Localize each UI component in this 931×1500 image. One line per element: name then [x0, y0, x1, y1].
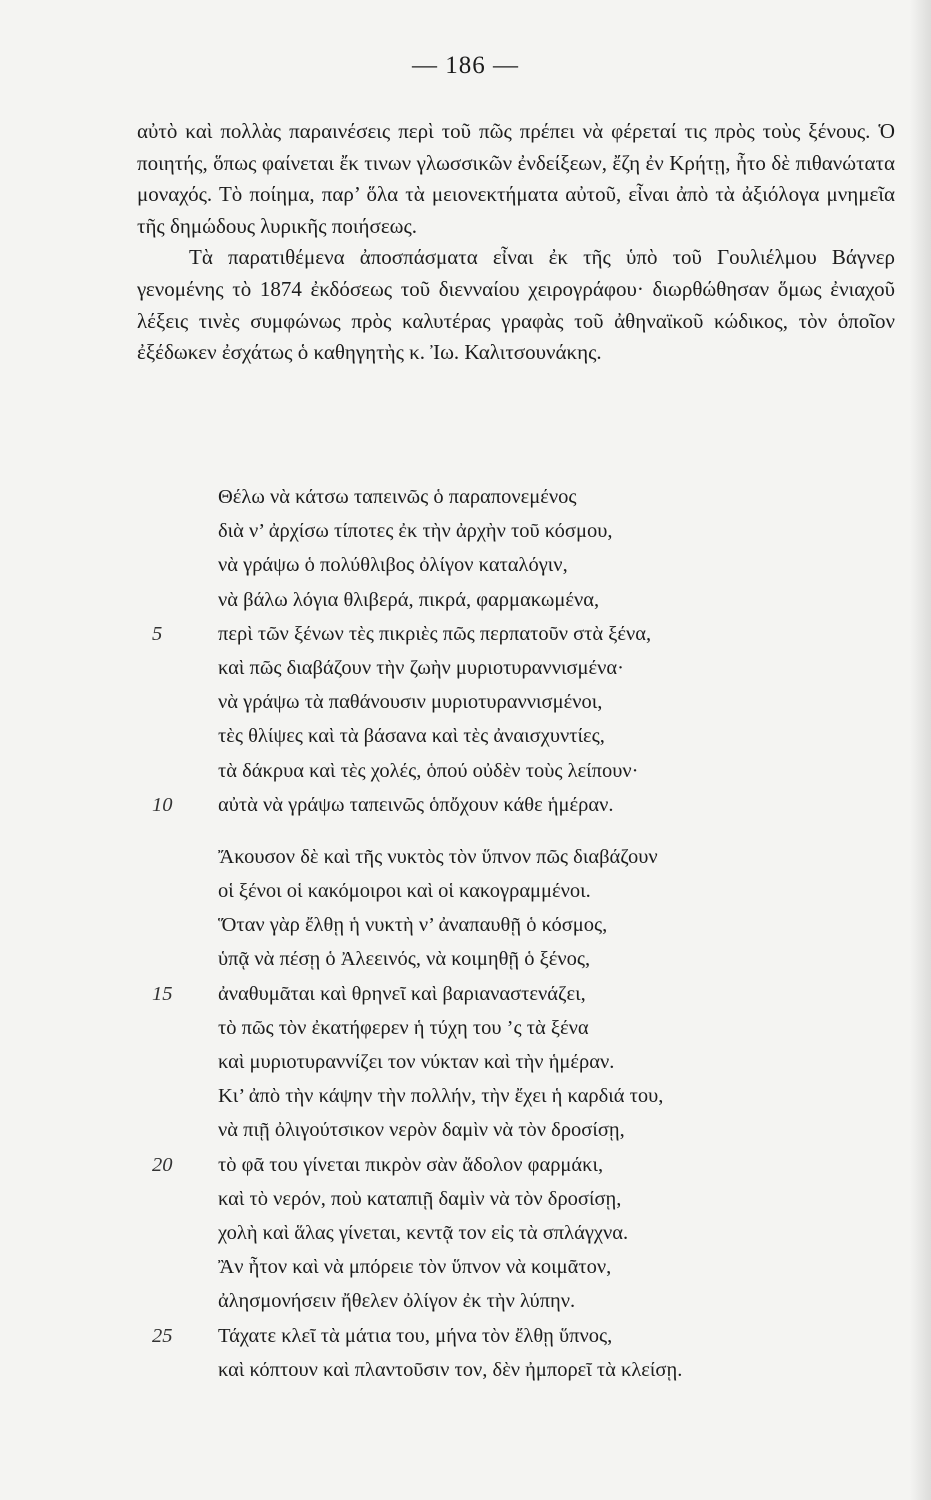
verse-text: τὸ φᾶ του γίνεται πικρὸν σὰν ἄδολον φαρμάκι,: [218, 1153, 604, 1176]
verse-text: καὶ κόπτουν καὶ πλαντοῦσιν τον, δὲν ἠμπορεῖ τὰ κλείσῃ.: [218, 1358, 683, 1381]
verse-line: [140, 977, 900, 1011]
verse-line: [140, 480, 900, 514]
verse-line: [140, 1079, 900, 1113]
verse-text: καὶ τὸ νερόν, ποὺ καταπιῇ δαμὶν νὰ τὸν δροσίσῃ,: [218, 1187, 622, 1210]
verse-text: οἱ ξένοι οἱ κακόμοιροι καὶ οἱ κακογραμμένοι.: [218, 880, 591, 903]
verse-text: τὸ πῶς τὸν ἐκατήφερεν ἡ τύχη του ’ς τὰ ξένα: [218, 1016, 589, 1039]
verse-text: νὰ πιῇ ὀλιγούτσικον νερὸν δαμὶν νὰ τὸν δροσίσῃ,: [218, 1119, 625, 1142]
poem: [140, 480, 900, 1387]
verse-text: τὰ δάκρυα καὶ τὲς χολές, ὁπού οὐδὲν τοὺς λείπουν·: [218, 759, 639, 782]
verse-text: Θέλω νὰ κάτσω ταπεινῶς ὁ παραπονεμένος: [218, 486, 577, 508]
verse-line: [140, 1045, 900, 1079]
stanza: [140, 840, 900, 1387]
prose-paragraph: αὐτὸ καὶ πολλὰς παραινέσεις περὶ τοῦ πῶς πρέπει νὰ φέρεταί τις πρὸς τοὺς ξένους. Ὁ ποιητής, ὅπως φαίνεται ἔκ τινων γλωσσικῶν ἐνδείξεων, ἔζη ἐν Κρήτῃ, ἦτο δὲ πιθανώτατα μοναχός. Τὸ ποίημα, παρ’ ὅλα τὰ μειονεκτήματα αὐτοῦ, εἶναι ἀπὸ τὰ ἀξιόλογα μνημεῖα τῆς δημώδους λυρικῆς ποιήσεως.: [137, 119, 895, 238]
verse-text: νὰ γράψω τὰ παθάνουσιν μυριοτυραννισμένοι,: [218, 691, 603, 714]
verse-text: καὶ μυριοτυραννίζει τον νύκταν καὶ τὴν ἡμέραν.: [218, 1051, 615, 1073]
verse-line: [140, 942, 900, 976]
line-number: 20: [152, 1153, 173, 1176]
verse-line: [140, 548, 900, 582]
verse-line: [140, 754, 900, 788]
verse-line: [140, 685, 900, 719]
prose-paragraph: Τὰ παρατιθέμενα ἀποσπάσματα εἶναι ἐκ τῆς ὑπὸ τοῦ Γουλιέλμου Βάγνερ γενομένης τὸ 1874 ἐκδόσεως τοῦ διενναίου χειρογράφου· διωρθώθησαν ὅμως ἐνιαχοῦ λέξεις τινὲς συμφώνως πρὸς καλυτέρας γραφὰς τοῦ ἀθηναϊκοῦ κώδικος, τὸν ὁποῖον ἐξέδωκεν ἐσχάτως ὁ καθηγητὴς κ. Ἰω. Καλιτσουνάκης.: [137, 245, 895, 365]
stanza: [140, 480, 900, 822]
verse-text: ἀλησμονήσειν ἤθελεν ὀλίγον ἐκ τὴν λύπην.: [218, 1290, 576, 1313]
verse-line: [140, 1284, 900, 1318]
verse-line: [140, 1182, 900, 1216]
verse-line: [140, 651, 900, 685]
page-edge-shadow: [910, 0, 931, 1500]
verse-line: [140, 1319, 900, 1353]
verse-line: [140, 1216, 900, 1250]
line-number: 15: [152, 982, 173, 1005]
verse-line: [140, 1353, 900, 1387]
verse-line: [140, 1113, 900, 1147]
verse-line: [140, 617, 900, 651]
verse-text: τὲς θλίψες καὶ τὰ βάσανα καὶ τὲς ἀναισχυντίες,: [218, 725, 605, 748]
verse-line: [140, 583, 900, 617]
prose-section: [137, 116, 895, 369]
verse-text: καὶ πῶς διαβάζουν τὴν ζωὴν μυριοτυραννισμένα·: [218, 656, 624, 679]
verse-text: ὑπᾷ νὰ πέσῃ ὁ Ἀλεεινός, νὰ κοιμηθῇ ὁ ξένος,: [218, 948, 591, 971]
verse-line: [140, 908, 900, 942]
line-number: 5: [152, 622, 163, 645]
verse-text: περὶ τῶν ξένων τὲς πικριὲς πῶς περπατοῦν στὰ ξένα,: [218, 622, 652, 645]
verse-line: [140, 840, 900, 874]
verse-text: Ἄκουσον δὲ καὶ τῆς νυκτὸς τὸν ὕπνον πῶς διαβάζουν: [218, 845, 658, 868]
verse-text: διὰ ν’ ἀρχίσω τίποτες ἐκ τὴν ἀρχὴν τοῦ κόσμου,: [218, 520, 613, 543]
verse-text: χολὴ καὶ ἅλας γίνεται, κεντᾷ τον εἰς τὰ σπλάγχνα.: [218, 1221, 629, 1244]
verse-text: αὐτὰ νὰ γράψω ταπεινῶς ὁπὄχουν κάθε ἡμέραν.: [218, 793, 614, 816]
verse-text: νὰ βάλω λόγια θλιβερά, πικρά, φαρμακωμένα,: [218, 588, 600, 611]
verse-line: [140, 1250, 900, 1284]
verse-text: Ὅταν γὰρ ἔλθῃ ἡ νυκτὴ ν’ ἀναπαυθῇ ὁ κόσμος,: [218, 914, 608, 937]
verse-line: [140, 788, 900, 822]
verse-text: Κι’ ἀπὸ τὴν κάψην τὴν πολλήν, τὴν ἔχει ἡ καρδιά του,: [218, 1085, 664, 1108]
page-number: — 186 —: [412, 52, 519, 79]
verse-text: νὰ γράψω ὁ πολύθλιβος ὀλίγον καταλόγιν,: [218, 554, 568, 577]
verse-text: ἀναθυμᾶται καὶ θρηνεῖ καὶ βαριαναστενάζει,: [218, 982, 586, 1005]
verse-line: [140, 1011, 900, 1045]
verse-line: [140, 719, 900, 753]
verse-text: Ἂν ἦτον καὶ νὰ μπόρειε τὸν ὕπνον νὰ κοιμᾶτον,: [218, 1256, 612, 1279]
line-number: 10: [152, 793, 173, 816]
verse-line: [140, 874, 900, 908]
verse-line: [140, 1148, 900, 1182]
verse-text: Τάχατε κλεῖ τὰ μάτια του, μήνα τὸν ἔλθῃ ὕπνος,: [218, 1324, 613, 1347]
verse-line: [140, 514, 900, 548]
line-number: 25: [152, 1324, 173, 1347]
